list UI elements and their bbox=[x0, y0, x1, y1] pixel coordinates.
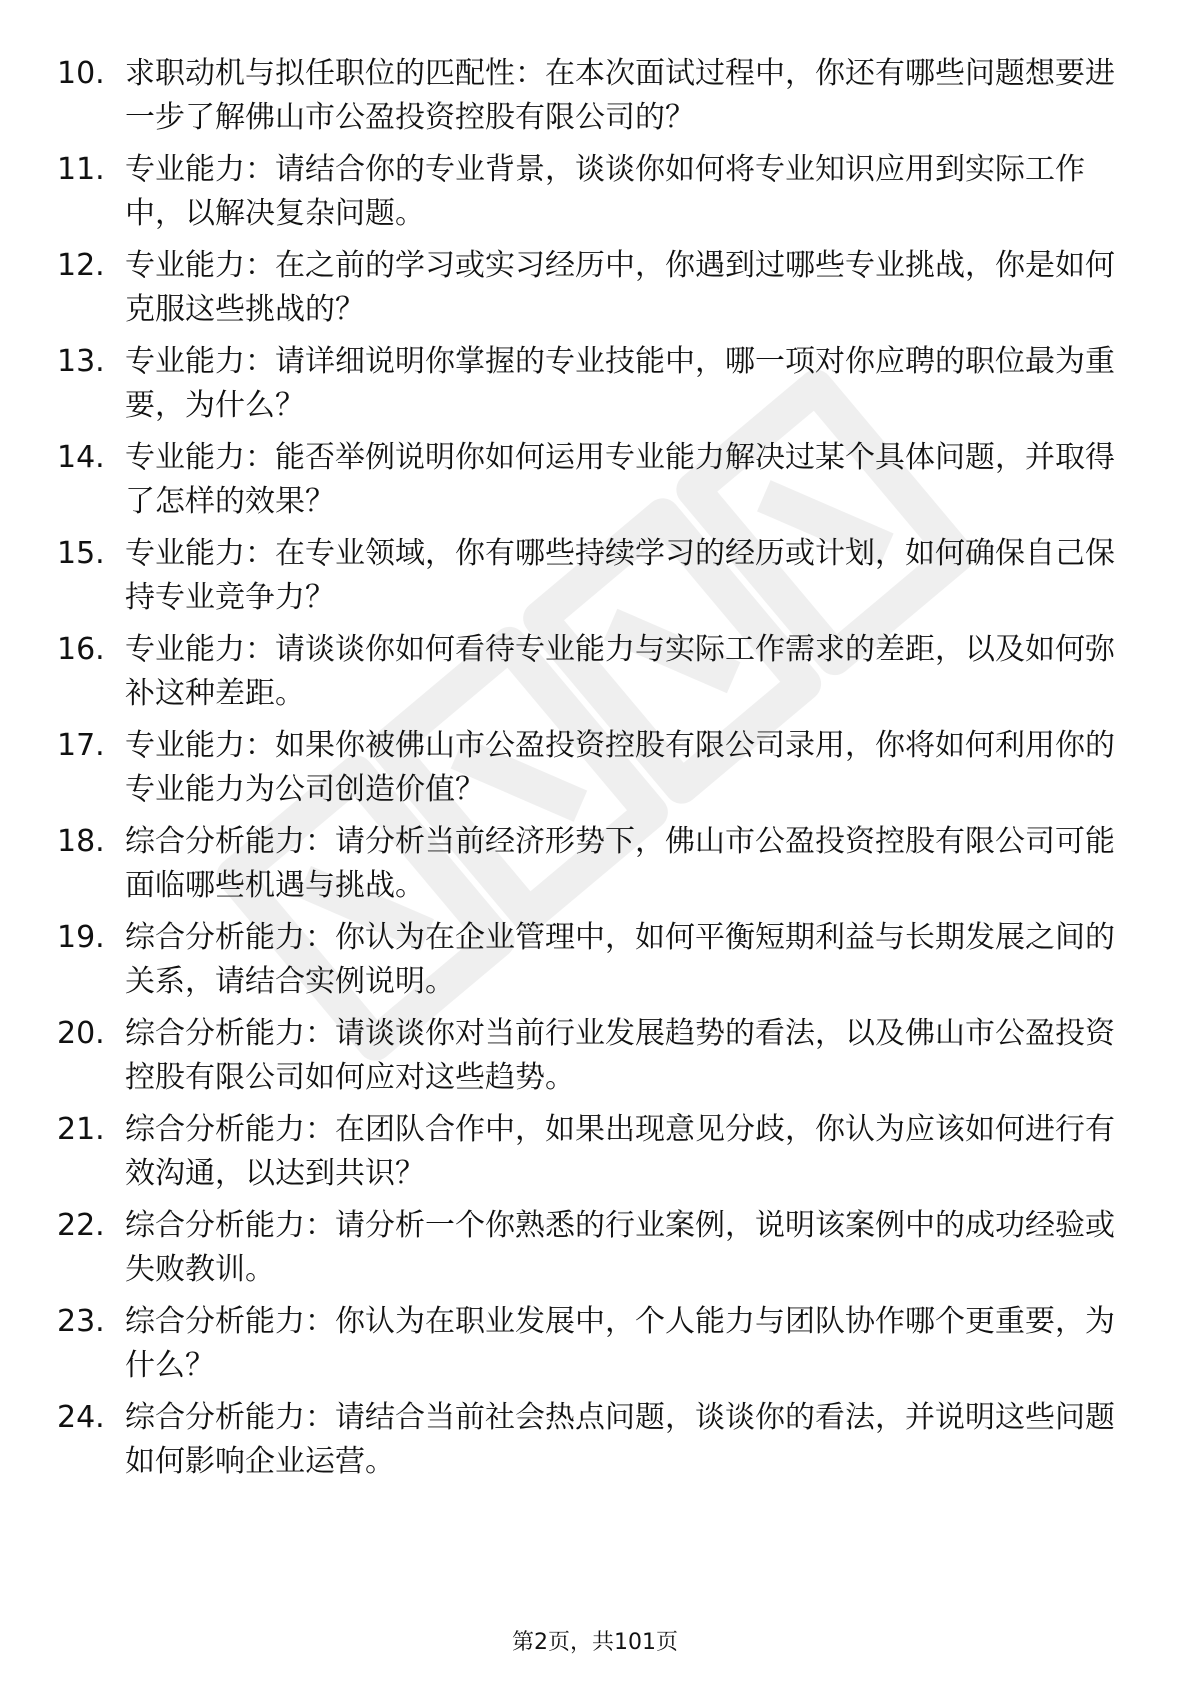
question-list bbox=[57, 52, 1117, 1492]
question-item bbox=[57, 1396, 1117, 1484]
question-number: 19. bbox=[57, 920, 105, 955]
question-item bbox=[57, 340, 1117, 428]
question-text: 专业能力：请谈谈你如何看待专业能力与实际工作需求的差距，以及如何弥补这种差距。 bbox=[125, 632, 1115, 711]
question-text: 专业能力：在专业领域，你有哪些持续学习的经历或计划，如何确保自己保持专业竞争力？ bbox=[125, 536, 1115, 615]
question-number: 24. bbox=[57, 1400, 105, 1435]
question-text: 综合分析能力：你认为在企业管理中，如何平衡短期利益与长期发展之间的关系，请结合实例说明。 bbox=[125, 920, 1115, 999]
question-text: 专业能力：请结合你的专业背景，谈谈你如何将专业知识应用到实际工作中，以解决复杂问题。 bbox=[125, 152, 1085, 231]
question-item bbox=[57, 148, 1117, 236]
question-text: 综合分析能力：你认为在职业发展中，个人能力与团队协作哪个更重要，为什么？ bbox=[125, 1304, 1115, 1383]
question-text: 综合分析能力：请谈谈你对当前行业发展趋势的看法，以及佛山市公盈投资控股有限公司如何应对这些趋势。 bbox=[125, 1016, 1115, 1095]
question-item bbox=[57, 1204, 1117, 1292]
question-item bbox=[57, 724, 1117, 812]
question-number: 11. bbox=[57, 152, 105, 187]
question-text: 专业能力：如果你被佛山市公盈投资控股有限公司录用，你将如何利用你的专业能力为公司创造价值？ bbox=[125, 728, 1115, 807]
question-text: 专业能力：在之前的学习或实习经历中，你遇到过哪些专业挑战，你是如何克服这些挑战的？ bbox=[125, 248, 1115, 327]
question-text: 综合分析能力：请分析当前经济形势下，佛山市公盈投资控股有限公司可能面临哪些机遇与挑战。 bbox=[125, 824, 1115, 903]
question-text: 综合分析能力：在团队合作中，如果出现意见分歧，你认为应该如何进行有效沟通，以达到共识？ bbox=[125, 1112, 1115, 1191]
question-item bbox=[57, 1300, 1117, 1388]
question-item bbox=[57, 916, 1117, 1004]
question-number: 15. bbox=[57, 536, 105, 571]
question-item bbox=[57, 628, 1117, 716]
question-number: 21. bbox=[57, 1112, 105, 1147]
question-text: 综合分析能力：请结合当前社会热点问题，谈谈你的看法，并说明这些问题如何影响企业运营。 bbox=[125, 1400, 1115, 1479]
page-footer: 第2页，共101页 bbox=[512, 1630, 678, 1655]
question-number: 16. bbox=[57, 632, 105, 667]
question-text: 综合分析能力：请分析一个你熟悉的行业案例，说明该案例中的成功经验或失败教训。 bbox=[125, 1208, 1115, 1287]
question-item bbox=[57, 244, 1117, 332]
question-item bbox=[57, 532, 1117, 620]
question-number: 13. bbox=[57, 344, 105, 379]
question-number: 23. bbox=[57, 1304, 105, 1339]
question-text: 专业能力：能否举例说明你如何运用专业能力解决过某个具体问题，并取得了怎样的效果？ bbox=[125, 440, 1115, 519]
question-number: 22. bbox=[57, 1208, 105, 1243]
question-item bbox=[57, 1108, 1117, 1196]
question-number: 12. bbox=[57, 248, 105, 283]
question-text: 专业能力：请详细说明你掌握的专业技能中，哪一项对你应聘的职位最为重要，为什么？ bbox=[125, 344, 1115, 423]
question-number: 17. bbox=[57, 728, 105, 763]
question-number: 18. bbox=[57, 824, 105, 859]
question-number: 10. bbox=[57, 56, 105, 91]
question-text: 求职动机与拟任职位的匹配性：在本次面试过程中，你还有哪些问题想要进一步了解佛山市公盈投资控股有限公司的？ bbox=[125, 56, 1115, 135]
question-number: 20. bbox=[57, 1016, 105, 1051]
question-item bbox=[57, 436, 1117, 524]
question-number: 14. bbox=[57, 440, 105, 475]
question-item bbox=[57, 820, 1117, 908]
question-item bbox=[57, 1012, 1117, 1100]
question-item bbox=[57, 52, 1117, 140]
